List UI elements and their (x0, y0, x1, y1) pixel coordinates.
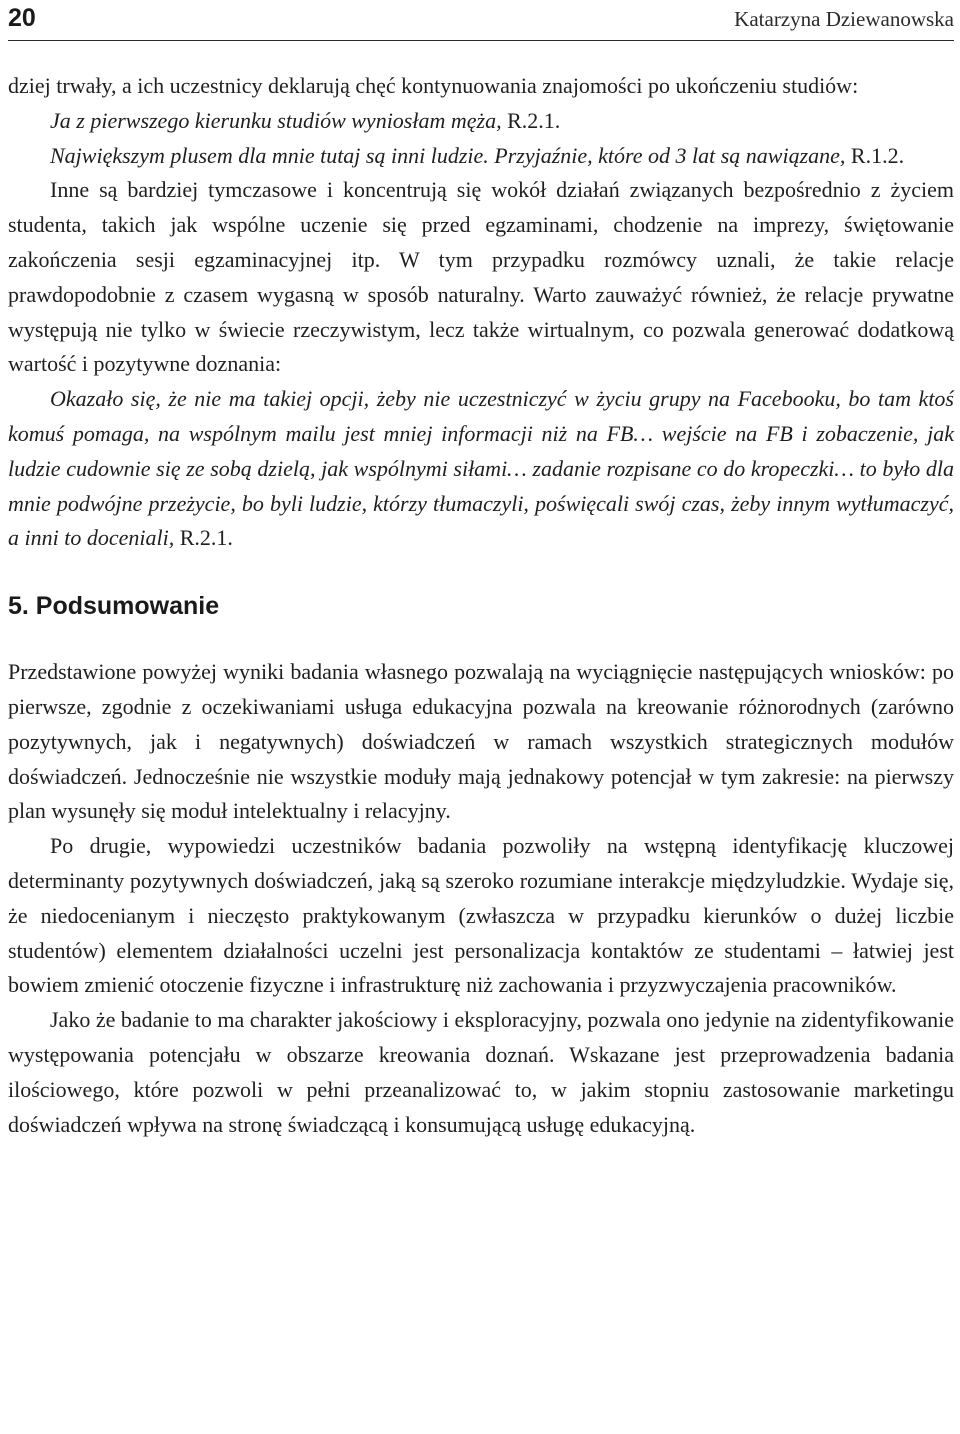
running-head-author: Katarzyna Dziewanowska (734, 7, 954, 31)
running-header (8, 0, 954, 41)
quote-text: Ja z pierwszego kierunku studiów wyniosłam męża, (50, 107, 508, 133)
body-text (8, 69, 954, 1142)
interview-quote (8, 139, 954, 174)
section-heading: 5. Podsumowanie (8, 592, 220, 621)
interview-quote (8, 104, 954, 139)
quote-text: Największym plusem dla mnie tutaj są inni ludzie. Przyjaźnie, które od 3 lat są nawiązane, (50, 142, 851, 168)
paragraph: Po drugie, wypowiedzi uczestników badania pozwoliły na wstępną identyfikację kluczowej determinanty pozytywnych doświadczeń, jaką są szeroko rozumiane interakcje międzyludzkie. Wydaje się, że niedocenianym i nieczęsto praktykowanym (zwłaszcza w przypadku kierunków o dużej liczbie studentów) elementem działalności uczelni jest personalizacja kontaktów ze studentami – łatwiej jest bowiem zmienić otoczenie fizyczne i infrastrukturę niż zachowania i przyzwyczajenia pracowników. (8, 833, 954, 998)
page-number: 20 (8, 4, 36, 32)
paragraph-continuation: dziej trwały, a ich uczestnicy deklarują chęć kontynuowania znajomości po ukończeniu studiów: (8, 73, 859, 98)
respondent-code: R.2.1. (179, 525, 233, 551)
respondent-code: R.2.1. (507, 107, 561, 133)
paragraph: Jako że badanie to ma charakter jakościowy i eksploracyjny, pozwala ono jedynie na zidentyfikowanie występowania potencjału w obszarze kreowania doznań. Wskazane jest przeprowadzenia badania ilościowego, które pozwoli w pełni przeanalizować to, w jakim stopniu zastosowanie marketingu doświadczeń wpływa na stronę świadczącą i konsumującą usługę edukacyjną. (8, 1007, 954, 1137)
respondent-code: R.1.2. (850, 142, 905, 168)
paragraph: Inne są bardziej tymczasowe i koncentrują się wokół działań związanych bezpośrednio z życiem studenta, takich jak wspólne uczenie się przed egzaminami, chodzenie na imprezy, świętowanie zakończenia sesji egzaminacyjnej itp. W tym przypadku rozmówcy uznali, że takie relacje prawdopodobnie z czasem wygasną w sposób naturalny. Warto zauważyć również, że relacje prywatne występują nie tylko w świecie rzeczywistym, lecz także wirtualnym, co pozwala generować dodatkową wartość i pozytywne doznania: (8, 177, 954, 377)
book-page (8, 0, 954, 1142)
paragraph: Przedstawione powyżej wyniki badania własnego pozwalają na wyciągnięcie następujących wniosków: po pierwsze, zgodnie z oczekiwaniami usługa edukacyjna pozwala na kreowanie różnorodnych (zarówno pozytywnych, jak i negatywnych) doświadczeń w ramach wszystkich strategicznych modułów doświadczeń. Jednocześnie nie wszystkie moduły mają jednakowy potencjał w tym zakresie: na pierwszy plan wysunęły się moduł intelektualny i relacyjny. (8, 659, 954, 824)
interview-quote (8, 382, 954, 556)
quote-text: Okazało się, że nie ma takiej opcji, żeby nie uczestniczyć w życiu grupy na Facebooku, bo tam ktoś komuś pomaga, na wspólnym mailu jest mniej informacji niż na FB… wejście na FB i zobaczenie, jak ludzie cudownie się ze sobą dzielą, jak wspólnymi siłami… zadanie rozpisane co do kropeczki… to było dla mnie podwójne przeżycie, bo byli ludzie, którzy tłumaczyli, poświęcali swój czas, żeby innym wytłumaczyć, a inni to doceniali, (8, 386, 954, 551)
